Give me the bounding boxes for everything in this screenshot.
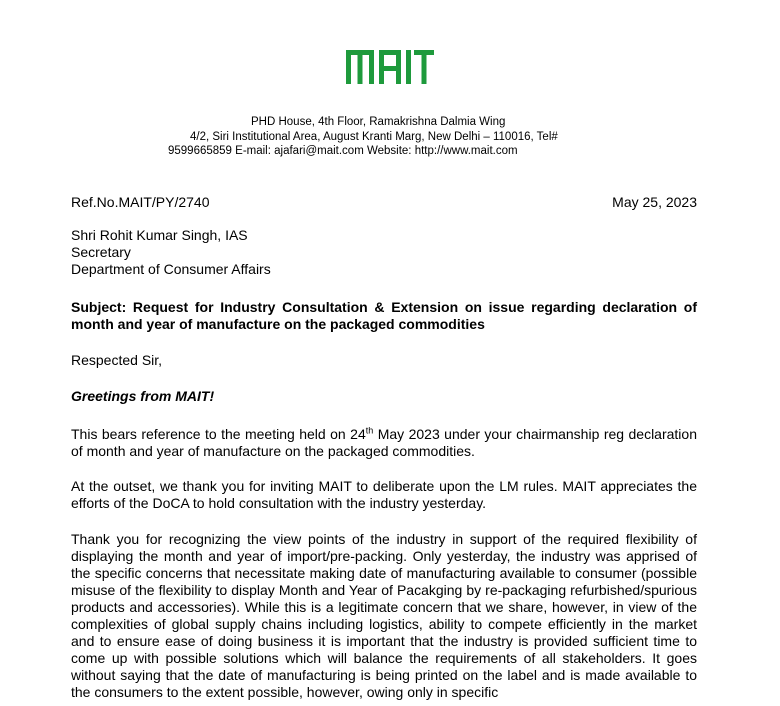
recipient-block — [71, 227, 697, 278]
paragraph-1-text-end: May 2023 under your chairmanship reg declaration of month and year of manufacture on the packaged commodities. — [71, 426, 697, 459]
recipient-department: Department of Consumer Affairs — [71, 261, 271, 277]
paragraph-1-superscript: th — [365, 425, 374, 436]
paragraph-1-text-start: This bears reference to the meeting held on 24 — [71, 426, 366, 442]
ref-date-row — [71, 194, 697, 211]
recipient-title: Secretary — [71, 244, 131, 260]
letter-date: May 25, 2023 — [612, 194, 697, 210]
mait-logo-mark — [346, 44, 434, 86]
greeting: Greetings from MAIT! — [71, 388, 215, 404]
address-line-2: 4/2, Siri Institutional Area, August Kranti Marg, New Delhi – 110016, Tel# — [190, 131, 558, 143]
mait-logo — [0, 44, 780, 91]
reference-number: Ref.No.MAIT/PY/2740 — [71, 194, 210, 210]
salutation: Respected Sir, — [71, 352, 163, 368]
subject-line: Subject: Request for Industry Consultation & Extension on issue regarding declaration of month and year of manufacture on the packaged commodities — [71, 299, 697, 332]
paragraph-1 — [71, 426, 697, 460]
paragraph-2: At the outset, we thank you for inviting MAIT to deliberate upon the LM rules. MAIT appreciates the efforts of the DoCA to hold consultation with the industry yesterday. — [71, 478, 697, 511]
paragraph-3: Thank you for recognizing the view points of the industry in support of the required flexibility of displaying the month and year of import/pre-packing. Only yesterday, the industry was apprised of the specific concerns that necessitate making date of manufacturing available to consumer (possible misuse of the flexibility to display Month and Year of Pacakging by re-packaging refurbished/spurious products and accessories). While this is a legitimate concern that we share, however, in view of the complexities of global supply chains including logistics, ability to compete efficiently in the market and to ensure ease of doing business it is important that the industry is provided sufficient time to come up with possible solutions which will balance the requirements of all stakeholders. It goes without saying that the date of manufacturing is being printed on the label and is made available to the consumers to the extent possible, however, owing only in specific — [71, 531, 697, 700]
address-line-1: PHD House, 4th Floor, Ramakrishna Dalmia Wing — [251, 116, 506, 128]
recipient-name: Shri Rohit Kumar Singh, IAS — [71, 227, 248, 243]
address-line-3: 9599665859 E-mail: ajafari@mait.com Website: http://www.mait.com — [168, 145, 518, 157]
